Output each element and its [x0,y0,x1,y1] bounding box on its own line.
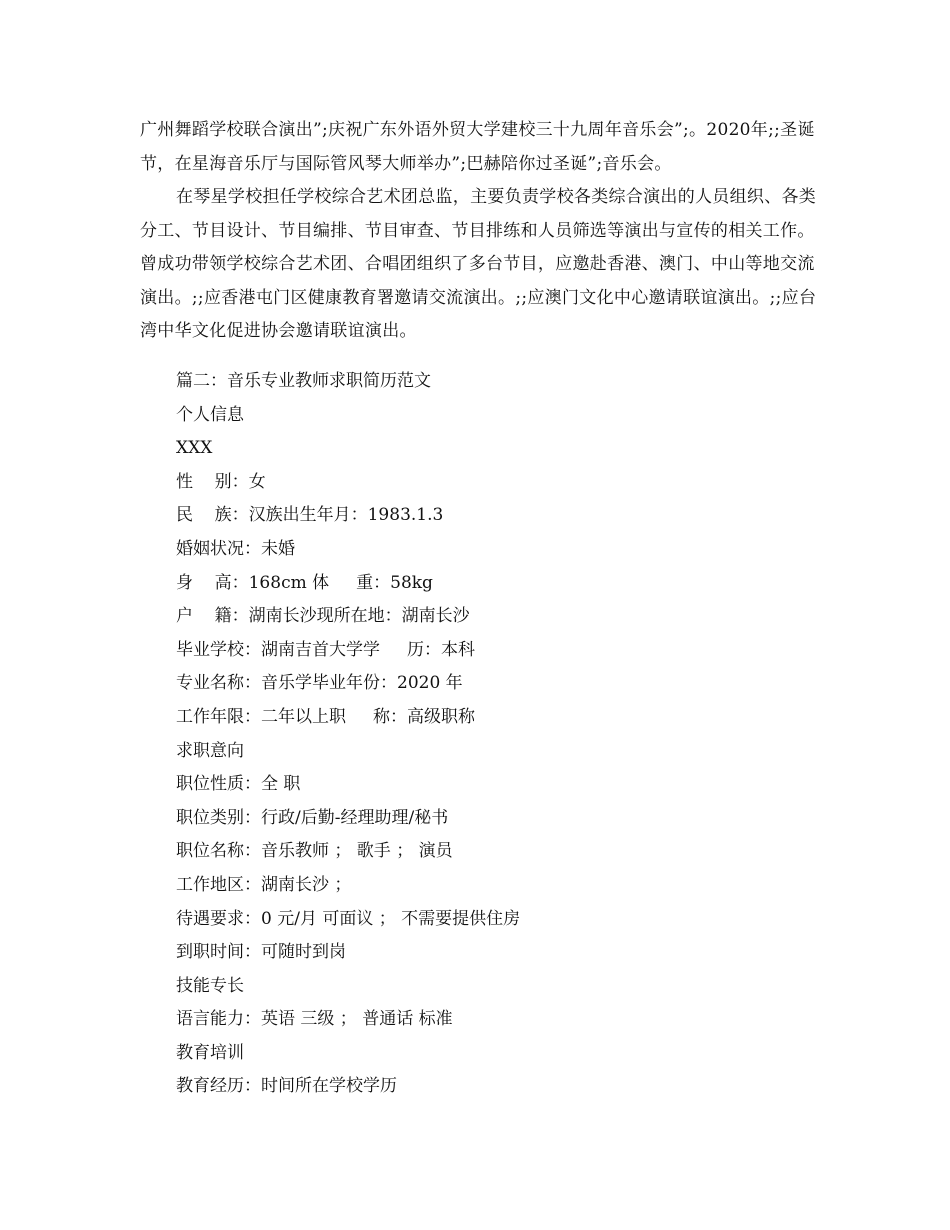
gender-line: 性 别：女 [176,471,266,492]
ethnicity-birth-line: 民 族：汉族出生年月：1983.1.3 [176,505,444,526]
heading-job-intent: 求职意向 [176,740,244,761]
height-weight-line: 身 高：168cm 体 重：58kg [176,572,433,593]
residence-line: 户 籍：湖南长沙现所在地：湖南长沙 [176,606,470,627]
work-area-line: 工作地区：湖南长沙 ； [176,874,352,895]
job-nature-line: 职位性质：全 职 [176,774,301,795]
paragraph-performances: 广州舞蹈学校联合演出”;庆祝广东外语外贸大学建校三十九周年音乐会”;。2020年;;圣诞节，在星海音乐厅与国际管风琴大师举办”;巴赫陪你过圣诞”;音乐会。 [140,120,815,174]
education-line: 教育经历：时间所在学校学历 [176,1076,397,1097]
resume-list [176,365,520,1104]
start-time-line: 到职时间：可随时到岗 [176,942,346,963]
heading-personal-info: 个人信息 [176,404,244,425]
heading-education: 教育培训 [176,1042,244,1063]
paragraph-art-director: 在琴星学校担任学校综合艺术团总监，主要负责学校各类综合演出的人员组织、各类分工、节目设计、节目编排、节目审查、节目排练和人员筛选等演出与宣传的相关工作。曾成功带领学校综合艺术团、合唱团组织了多台节目，应邀赴香港、澳门、中山等地交流演出。;;应香港屯门区健康教育署邀请交流演出。;;应澳门文化中心邀请联谊演出。;;应台湾中华文化促进协会邀请联谊演出。 [140,187,817,341]
job-title-line: 职位名称：音乐教师 ； 歌手 ； 演员 [176,841,453,862]
major-graduation-line: 专业名称：音乐学毕业年份：2020 年 [176,673,463,694]
school-degree-line: 毕业学校：湖南吉首大学学 历：本科 [176,639,476,660]
name-line: XXX [176,438,213,459]
language-line: 语言能力：英语 三级 ； 普通话 标准 [176,1009,453,1030]
job-category-line: 职位类别：行政/后勤-经理助理/秘书 [176,807,449,828]
salary-line: 待遇要求：0 元/月 可面议 ； 不需要提供住房 [176,908,521,929]
experience-title-line: 工作年限：二年以上职 称：高级职称 [176,706,476,727]
marital-status-line: 婚姻状况：未婚 [176,538,295,559]
heading-skills: 技能专长 [176,975,244,996]
section-title: 篇二：音乐专业教师求职简历范文 [176,371,431,391]
